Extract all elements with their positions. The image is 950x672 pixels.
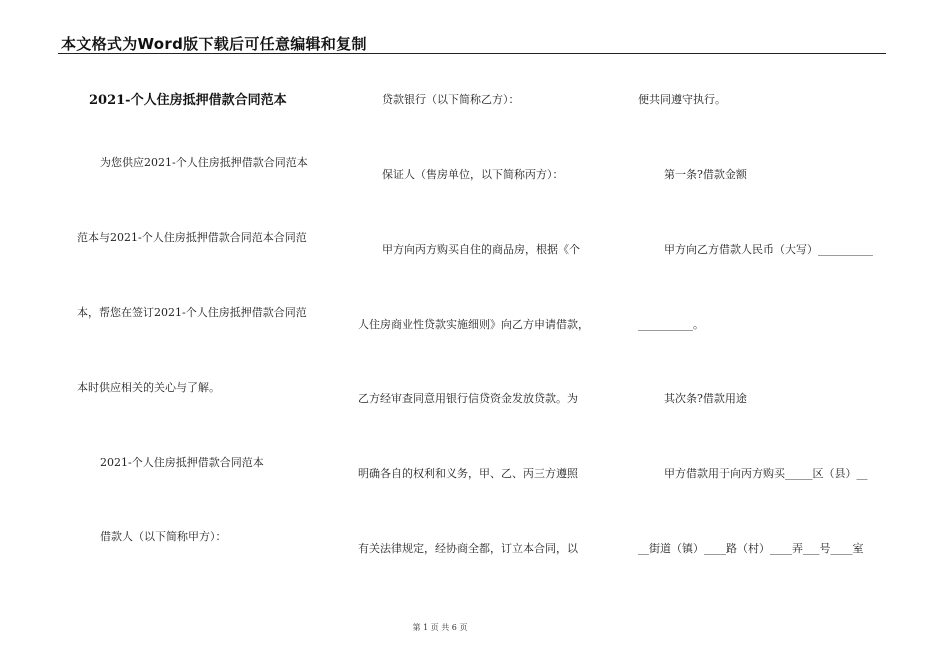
paragraph-line: 人住房商业性贷款实施细则》向乙方申请借款，	[358, 318, 589, 331]
paragraph-line: 有关法律规定，经协商全都，订立本合同，以	[358, 542, 578, 555]
page-number: 第 1 页 共 6 页	[412, 623, 468, 632]
paragraph-line: 本，帮您在签订2021-个人住房抵押借款合同范	[77, 306, 307, 319]
section-heading: 第一条?借款金额	[664, 168, 747, 181]
document-header: 本文格式为Word版下载后可任意编辑和复制	[61, 35, 367, 53]
paragraph-line: 便共同遵守执行。	[638, 93, 726, 106]
document-title: 2021-个人住房抵押借款合同范本	[89, 93, 287, 108]
paragraph-line: 甲方借款用于向丙方购买_____区（县）__	[664, 467, 868, 480]
paragraph-line: __街道（镇）____路（村）____弄___号____室	[638, 542, 864, 555]
paragraph-line: 范本与2021-个人住房抵押借款合同范本合同范	[77, 231, 307, 244]
header-divider	[58, 53, 886, 54]
paragraph-line: 甲方向丙方购买自住的商品房，根据《个	[382, 243, 580, 256]
paragraph-line: 贷款银行（以下简称乙方）：	[382, 93, 520, 106]
paragraph-line: 2021-个人住房抵押借款合同范本	[100, 456, 264, 469]
paragraph-line: 借款人（以下简称甲方）：	[100, 530, 227, 543]
paragraph-line: 本时供应相关的关心与了解。	[77, 381, 220, 394]
paragraph-line: 明确各自的权利和义务，甲、乙、丙三方遵照	[358, 467, 578, 480]
paragraph-line: __________。	[638, 318, 704, 331]
section-heading: 其次条?借款用途	[664, 392, 747, 405]
paragraph-line: 甲方向乙方借款人民币（大写）__________	[664, 243, 873, 256]
paragraph-line: 乙方经审查同意用银行信贷资金发放贷款。为	[358, 392, 578, 405]
paragraph-line: 保证人（售房单位，以下简称丙方）：	[382, 168, 564, 181]
paragraph-line: 为您供应2021-个人住房抵押借款合同范本	[100, 156, 308, 169]
